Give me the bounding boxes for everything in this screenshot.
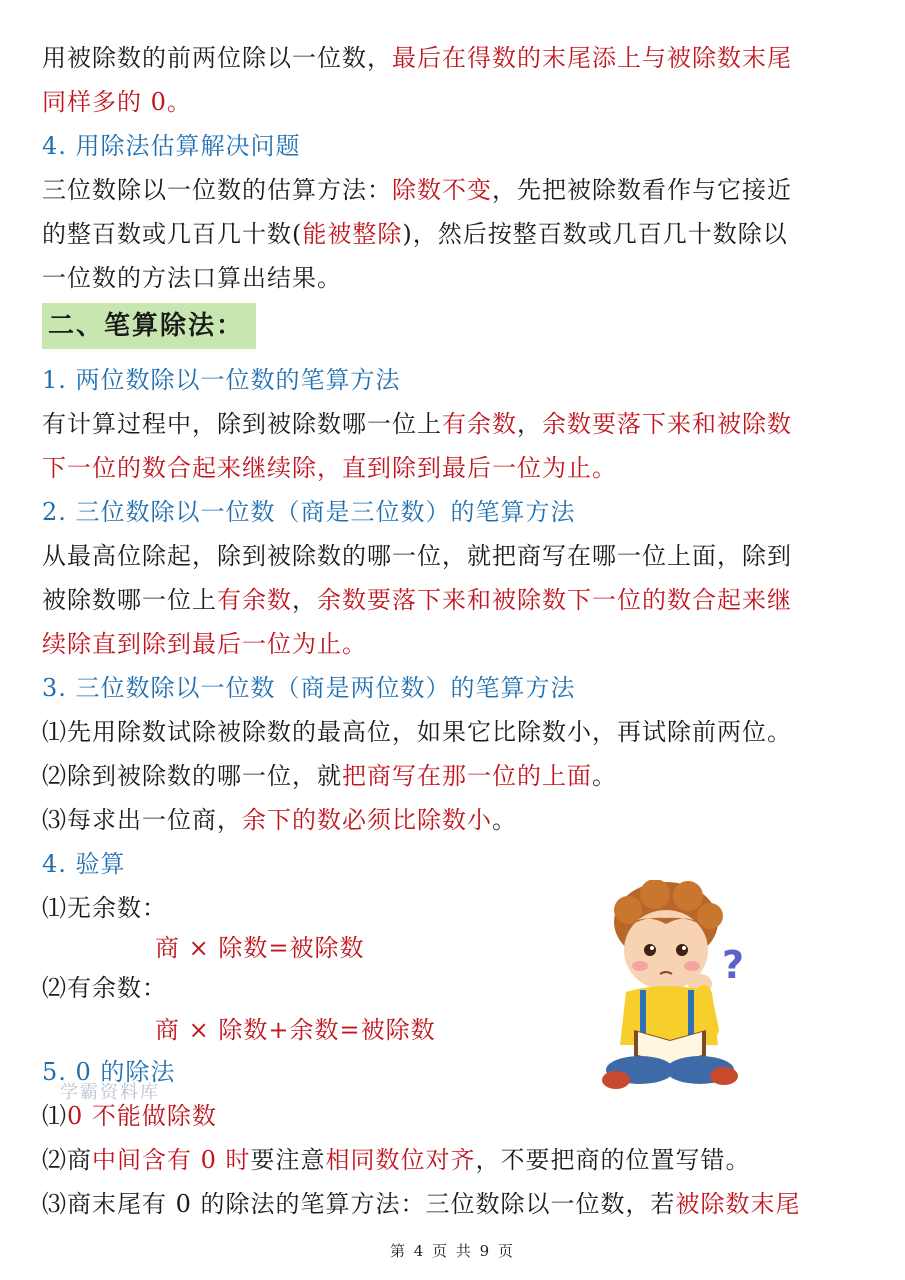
section-heading: 二、笔算除法： (42, 303, 256, 349)
text-line (42, 212, 865, 256)
text-run: 有计算过程中，除到被除数哪一位上 (42, 410, 442, 438)
text-line (42, 1182, 865, 1226)
text-run: ⑴ (42, 1102, 67, 1130)
text-line (42, 1138, 865, 1182)
highlight-text: 能被整除 (302, 220, 403, 248)
text-line: ⑴先用除数试除被除数的最高位，如果它比除数小，再试除前两位。 (42, 718, 792, 746)
text-line (42, 402, 865, 446)
highlight-text: 0 不能做除数 (67, 1102, 217, 1130)
highlight-text: 余数要落下来和被除数下一位的数合起来继 (317, 586, 792, 614)
text-run: 被除数哪一位上 (42, 586, 217, 614)
highlight-text: 下一位的数合起来继续除，直到除到最后一位为止。 (42, 454, 617, 482)
subheading: 1. 两位数除以一位数的笔算方法 (42, 366, 401, 394)
text-run: ⑶商末尾有 0 的除法的笔算方法：三位数除以一位数，若 (42, 1190, 676, 1218)
text-run: 三位数除以一位数的估算方法： (42, 176, 392, 204)
text-line (42, 36, 865, 80)
highlight-text: 相同数位对齐 (325, 1146, 476, 1174)
highlight-text: 余数要落下来和被除数 (542, 410, 792, 438)
text-run: )，然后按整百数或几百几十数除以 (402, 220, 788, 248)
highlight-text: 被除数末尾 (675, 1190, 801, 1218)
text-run: ， (292, 586, 317, 614)
text-line: ⑴无余数： (42, 894, 167, 922)
text-run: ， (517, 410, 542, 438)
highlight-text: 有余数 (442, 410, 517, 438)
svg-text:?: ? (722, 943, 745, 987)
formula: 商 × 除数+余数=被除数 (155, 1016, 436, 1044)
highlight-text: 把商写在那一位的上面 (342, 762, 592, 790)
page-footer: 第 4 页 共 9 页 (390, 1242, 515, 1260)
text-line: 一位数的方法口算出结果。 (42, 264, 342, 292)
subheading: 2. 三位数除以一位数（商是三位数）的笔算方法 (42, 498, 576, 526)
text-line (42, 1094, 865, 1138)
highlight-text: 中间含有 0 时 (92, 1146, 251, 1174)
subheading: 4. 验算 (42, 850, 126, 878)
text-run: ，先把被除数看作与它接近 (492, 176, 792, 204)
text-run: ⑵商 (42, 1146, 92, 1174)
text-line: 从最高位除起，除到被除数的哪一位，就把商写在哪一位上面，除到 (42, 542, 792, 570)
highlight-text: 除数不变 (392, 176, 492, 204)
watermark: 学霸资料库 (60, 1082, 160, 1103)
text-run: 要注意 (250, 1146, 326, 1174)
formula: 商 × 除数=被除数 (155, 934, 365, 962)
text-run: 用被除数的前两位除以一位数， (42, 44, 392, 72)
highlight-text: 同样多的 0。 (42, 88, 192, 116)
text-line (42, 754, 865, 798)
subheading: 3. 三位数除以一位数（商是两位数）的笔算方法 (42, 674, 576, 702)
text-line: ⑵有余数： (42, 974, 167, 1002)
text-run: 。 (492, 806, 517, 834)
highlight-text: 最后在得数的末尾添上与被除数末尾 (392, 44, 792, 72)
text-run: 的整百数或几百几十数( (42, 220, 303, 248)
text-run: ⑵除到被除数的哪一位，就 (42, 762, 342, 790)
highlight-text: 余下的数必须比除数小 (242, 806, 492, 834)
thinking-boy-reading-book-icon (600, 880, 760, 1095)
text-line (42, 798, 865, 842)
text-run: 。 (592, 762, 617, 790)
text-run: ，不要把商的位置写错。 (475, 1146, 751, 1174)
highlight-text: 续除直到除到最后一位为止。 (42, 630, 367, 658)
text-run: ⑶每求出一位商， (42, 806, 242, 834)
subheading: 5. 0 的除法 (42, 1058, 176, 1086)
subheading: 4. 用除法估算解决问题 (42, 132, 301, 160)
text-line (42, 578, 865, 622)
highlight-text: 有余数 (217, 586, 292, 614)
text-line (42, 168, 865, 212)
